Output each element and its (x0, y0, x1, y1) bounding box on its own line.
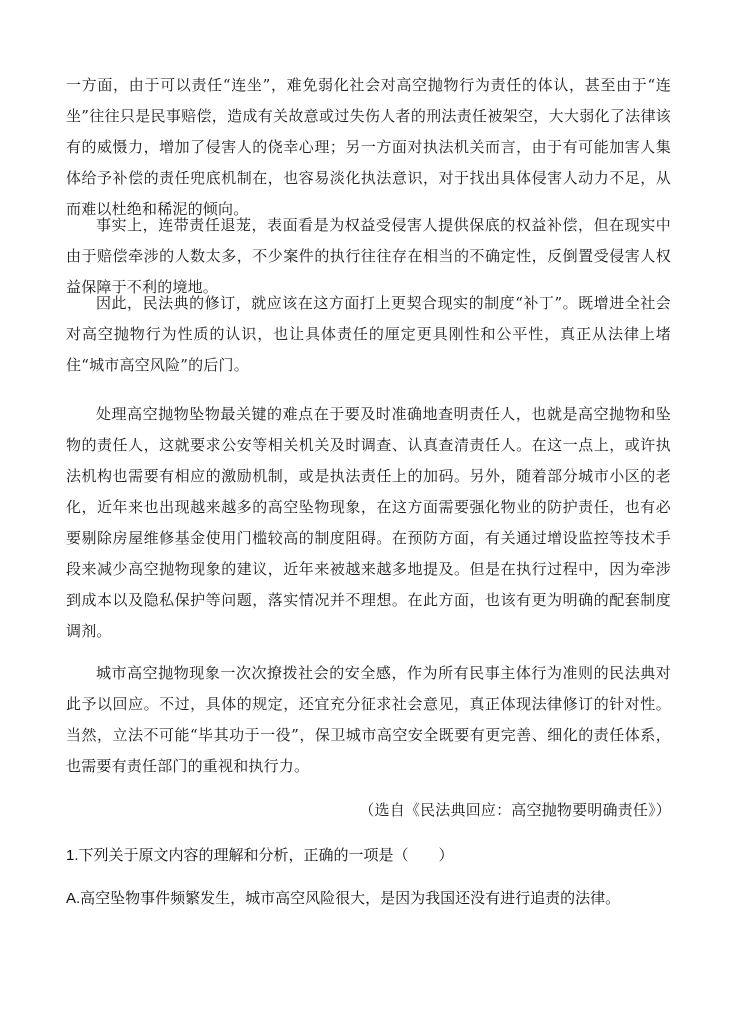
article-paragraph-2: 事实上，连带责任退茏，表面看是为权益受侵害人提供保底的权益补偿，但在现实中由于赔偿牵涉的人数太多，不少案件的执行往往存在相当的不确定性，反倒置受侵害人权益保障于不利的境地。 (66, 216, 671, 296)
article-paragraph-3: 因此，民法典的修订，就应该在这方面打上更契合现实的制度“补丁”。既增进全社会对高空抛物行为性质的认识，也让具体责任的厘定更具刚性和公平性，真正从法律上堵住“城市高空风险”的后门。 (66, 294, 671, 374)
quiz-question: 1.下列关于原文内容的理解和分析，正确的一项是（ ） (66, 847, 454, 864)
article-paragraph-5: 城市高空抛物现象一次次撩拨社会的安全感，作为所有民事主体行为准则的民法典对此予以回应。不过，具体的规定，还宜充分征求社会意见，真正体现法律修订的针对性。当然，立法不可能“毕其功于一役”，保卫城市高空安全既要有更完善、细化的责任体系，也需要有责任部门的重视和执行力。 (66, 664, 671, 775)
article-source: （选自《民法典回应：高空抛物要明确责任》） (359, 801, 671, 819)
article-paragraph-4: 处理高空抛物坠物最关键的难点在于要及时准确地查明责任人，也就是高空抛物和坠物的责任人，这就要求公安等相关机关及时调查、认真查清责任人。在这一点上，或许执法机构也需要有相应的激励机制，或是执法责任上的加码。另外，随着部分城市小区的老化，近年来也出现越来越多的高空坠物现象，在这方面需要强化物业的防护责任，也有必要剔除房屋维修基金使用门槛较高的制度阻碍。在预防方面，有关通过增设监控等技术手段来减少高空抛物现象的建议，近年来被越来越多地提及。但是在执行过程中，因为牵涉到成本以及隐私保护等问题，落实情况并不理想。在此方面，也该有更为明确的配套制度调剂。 (66, 405, 671, 640)
article-paragraph-1: 一方面，由于可以责任“连坐”，难免弱化社会对高空抛物行为责任的体认，甚至由于“连坐”往往只是民事赔偿，造成有关故意或过失伤人者的刑法责任被架空，大大弱化了法律该有的威慑力，增加了侵害人的侥幸心理；另一方面对执法机关而言，由于有可能加害人集体给予补偿的责任兜底机制在，也容易淡化执法意识，对于找出具体侵害人动力不足，从而难以杜绝和稀泥的倾向。 (66, 76, 671, 218)
quiz-option-a: A.高空坠物事件频繁发生，城市高空风险很大，是因为我国还没有进行追责的法律。 (66, 890, 621, 907)
